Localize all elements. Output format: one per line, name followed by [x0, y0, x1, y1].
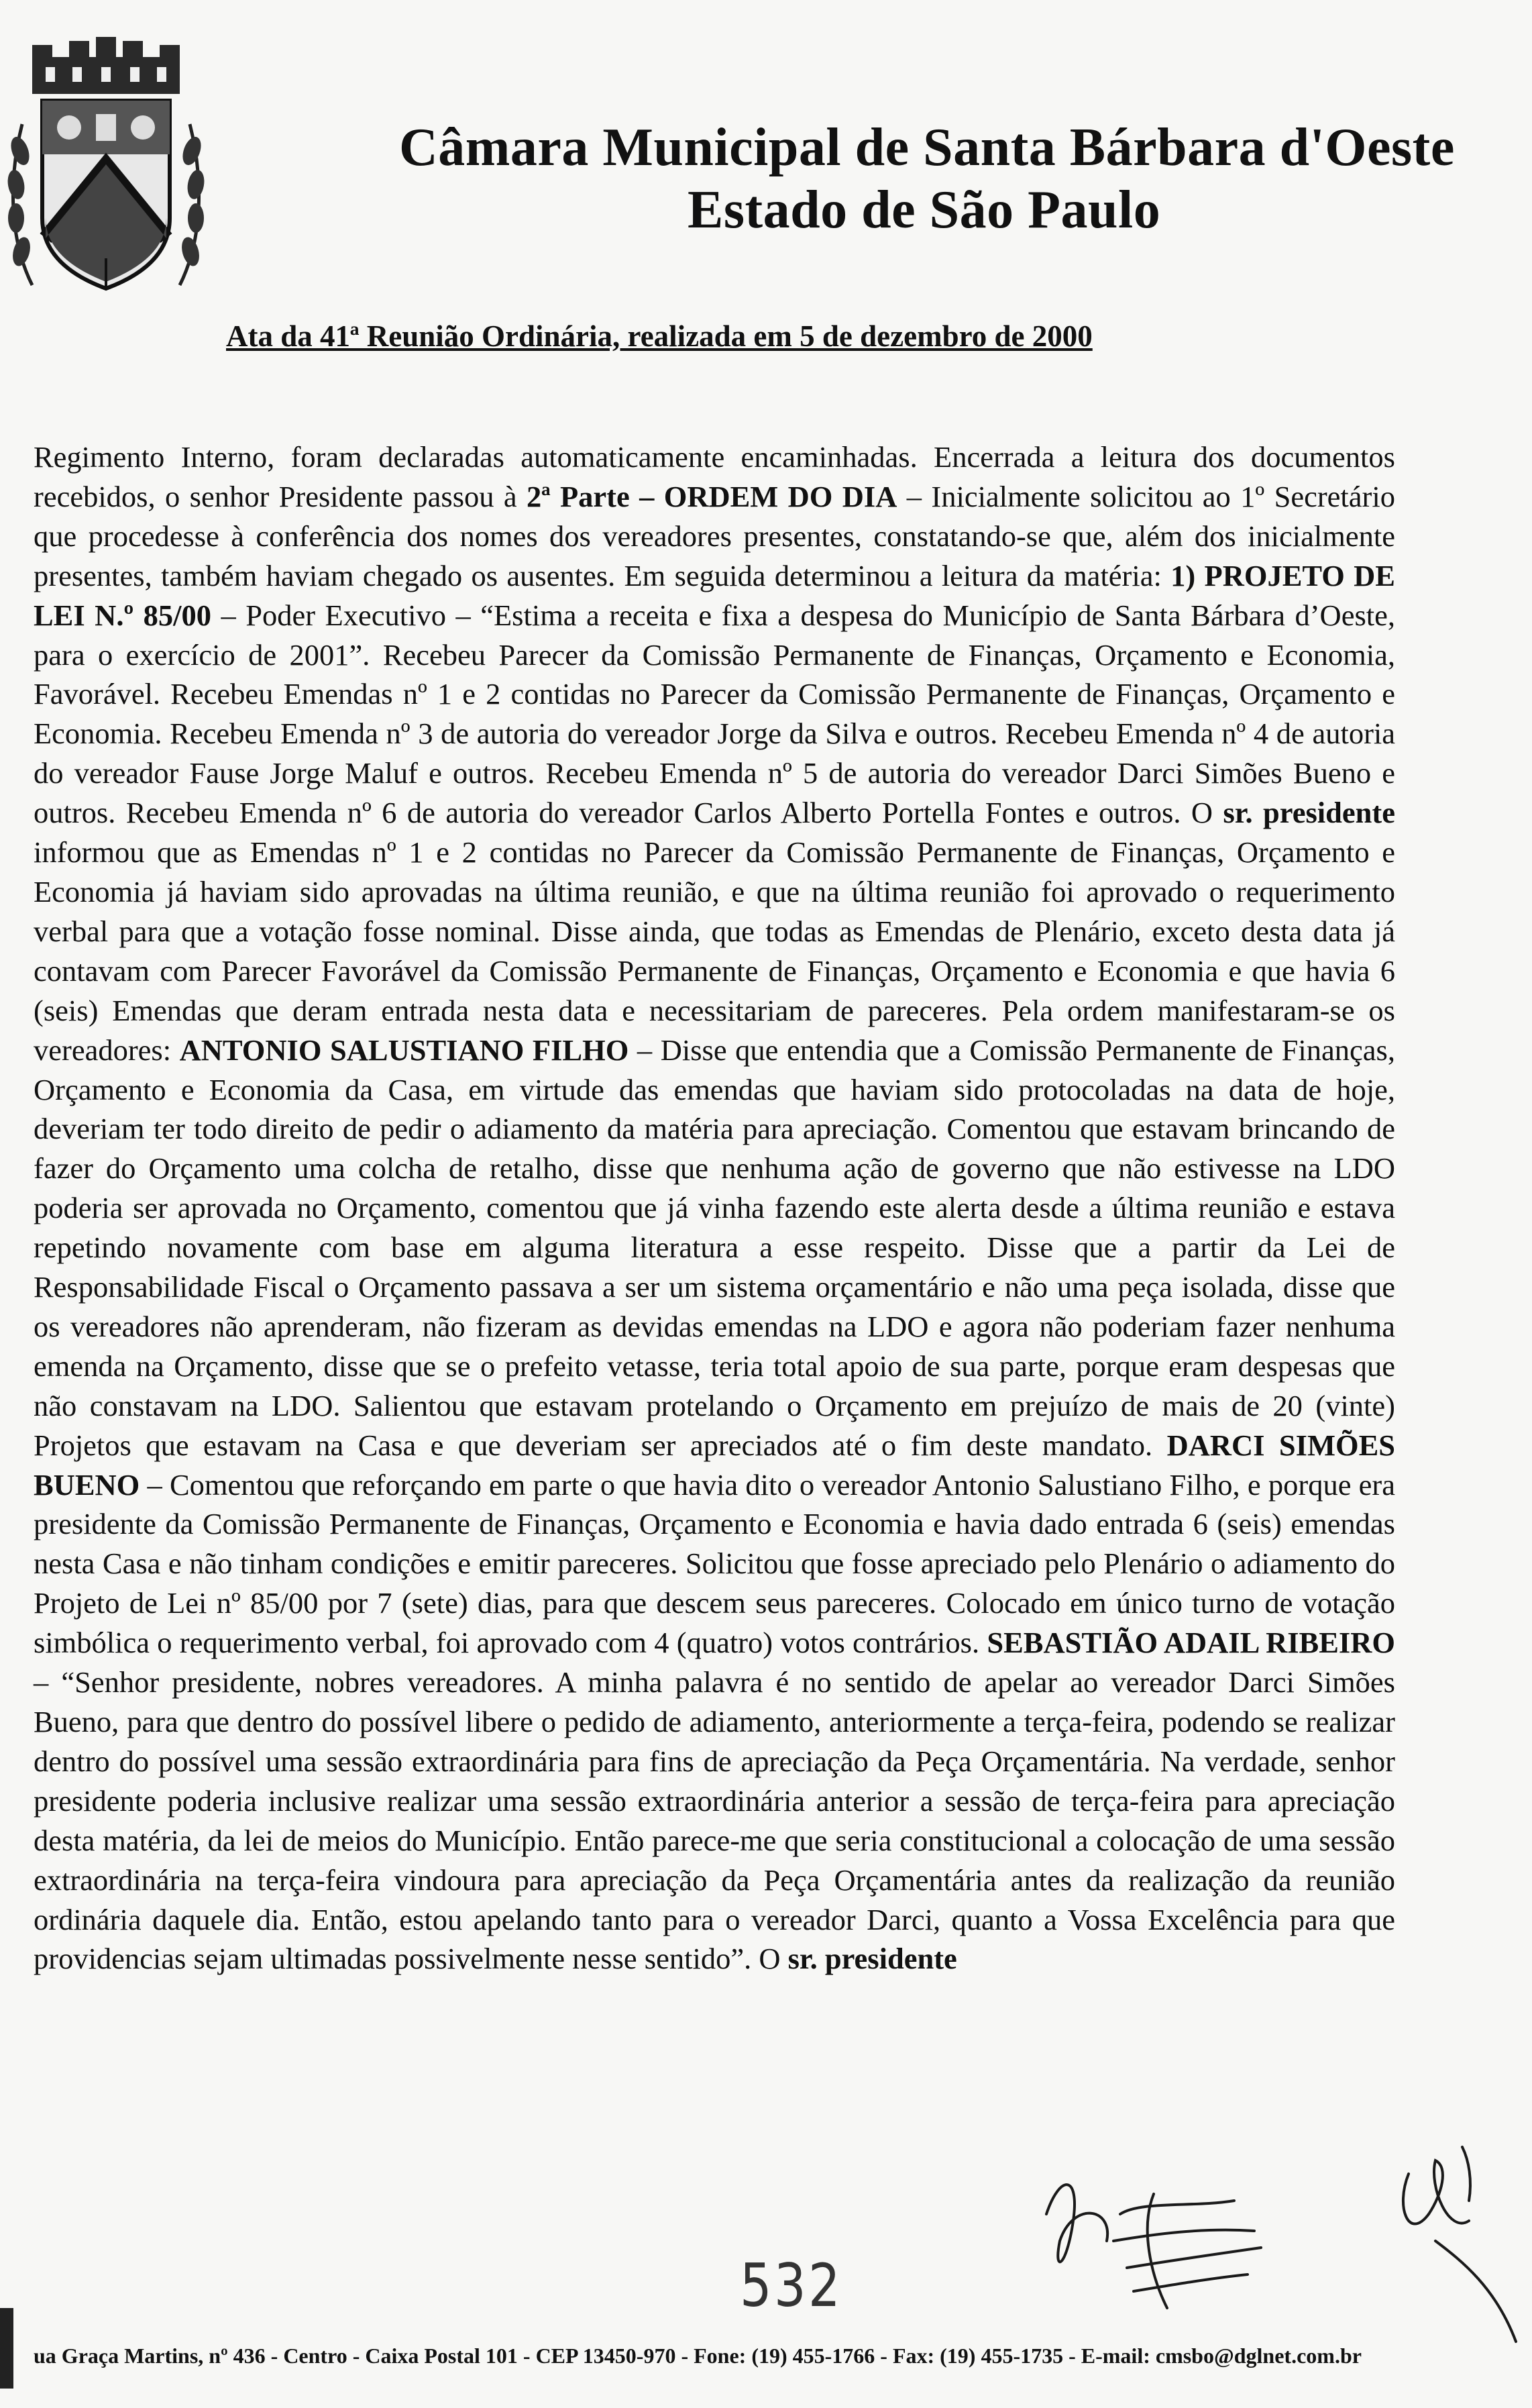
text-segment: – Poder Executivo – “Estima a receita e fixa a despesa do Município de Santa Bárbara d’Oeste, para o exercício de 2001”. Recebeu Parecer da Comissão Permanente de Finanças, Orçamento e Economia, Favorável. Recebeu Emendas nº 1 e 2 contidas no Parecer da Comissão Permanente de Finanças, Orçamento e Economia. Recebeu Emenda nº 3 de autoria do vereador Jorge da Silva e outros. Recebeu Emenda nº 4 de autoria do vereador Fause Jorge Maluf e outros. Recebeu Emenda nº 5 de autoria do vereador Darci Simões Bueno e outros. Recebeu Emenda nº 6 de autoria do vereador Carlos Alberto Portella Fontes e outros. O: [34, 598, 1396, 830]
president-label: sr. presidente: [787, 1942, 957, 1976]
scan-edge-mark: [0, 2308, 13, 2389]
minutes-paragraph: [34, 437, 1395, 1979]
text-segment: – Inicialmente solicitou ao 1º Secretário que procedesse à conferência dos nomes dos vereadores presentes, constatando-se que, além dos inicialmente presentes, também haviam chegado os ausentes. Em seguida determinou a leitura da matéria:: [34, 479, 1395, 592]
text-segment: – Comentou que reforçando em parte o que havia dito o vereador Antonio Salustiano Filho, e porque era presidente da Comissão Permanente de Finanças, Orçamento e Economia e havia dado entrada 6 (seis) emendas nesta Casa e não tinham condições e emitir pareceres. Solicitou que fosse apreciado pelo Plenário o adiamento do Projeto de Lei nº 85/00 por 7 (sete) dias, para que descem seus pareceres. Colocado em único turno de votação simbólica o requerimento verbal, foi aprovado com 4 (quatro) votos contrários.: [34, 1467, 1395, 1660]
minutes-title: Ata da 41ª Reunião Ordinária, realizada em 5 de dezembro de 2000: [226, 319, 1093, 353]
page-number: 532: [740, 2251, 842, 2320]
president-label: sr. presidente: [1223, 796, 1395, 830]
footer-address-text: ua Graça Martins, nº 436 - Centro - Caixa Postal 101 - CEP 13450-970 - Fone: (19) 455-1766 - Fax: (19) 455-1735 - E-mail: cmsbo@dglnet.com.br: [34, 2344, 1362, 2368]
speaker-name: ANTONIO SALUSTIANO FILHO: [179, 1033, 629, 1067]
text-segment: Regimento Interno, foram declaradas automaticamente encaminhadas. Encerrada a leitura dos documentos recebidos, o senhor Presidente passou à: [34, 440, 1395, 513]
order-of-day-heading: 2ª Parte – ORDEM DO DIA: [527, 479, 897, 513]
text-segment: – “Senhor presidente, nobres vereadores. A minha palavra é no sentido de apelar ao vereador Darci Simões Bueno, para que dentro do possível libere o pedido de adiamento, anteriormente a terça-feira, podendo se realizar dentro do possível uma sessão extraordinária para fins de apreciação da Peça Orçamentária. Na verdade, senhor presidente poderia inclusive realizar uma sessão extraordinária anterior a sessão de terça-feira para apreciação desta matéria, da lei de meios do Município. Então parece-me que seria constitucional a colocação de uma sessão extraordinária na terça-feira vindoura para apreciação da Peça Orçamentária antes da realização da reunião ordinária daquele dia. Então, estou apelando tanto para o vereador Darci, quanto a Vossa Excelência para que providencias sejam ultimadas possivelmente nesse sentido”. O: [34, 1665, 1395, 1976]
institution-name: Câmara Municipal de Santa Bárbara d'Oeste: [399, 118, 1455, 177]
handwritten-signatures: [1033, 2134, 1529, 2355]
speaker-name: SEBASTIÃO ADAIL RIBEIRO: [987, 1626, 1395, 1660]
coat-of-arms-icon: [5, 37, 207, 305]
minutes-body: [34, 437, 1395, 1979]
text-segment: informou que as Emendas nº 1 e 2 contidas no Parecer da Comissão Permanente de Finanças, Orçamento e Economia já haviam sido aprovadas na última reunião, e que na última reunião foi aprovado o requerimento verbal para que a votação fosse nominal. Disse ainda, que todas as Emendas de Plenário, exceto desta data já contavam com Parecer Favorável da Comissão Permanente de Finanças, Orçamento e Economia e que havia 6 (seis) Emendas que deram entrada nesta data e necessitariam de pareceres. Pela ordem manifestaram-se os vereadores:: [34, 835, 1395, 1067]
state-name: Estado de São Paulo: [688, 180, 1161, 240]
speaker-name: DARCI SIMÕES BUENO: [34, 1428, 1396, 1502]
text-segment: – Disse que entendia que a Comissão Permanente de Finanças, Orçamento e Economia da Casa, em virtude das emendas que haviam sido protocoladas na data de hoje, deveriam ter todo direito de pedir o adiamento da matéria para apreciação. Comentou que estavam brincando de fazer do Orçamento uma colcha de retalho, disse que nenhuma ação de governo que não estivesse na LDO poderia ser aprovada no Orçamento, comentou que já vinha fazendo este alerta desde a última reunião e estava repetindo novamente com base em alguma literatura a esse respeito. Disse que a partir da Lei de Responsabilidade Fiscal o Orçamento passava a ser um sistema orçamentário e não uma peça isolada, disse que os vereadores não aprenderam, não fizeram as devidas emendas na LDO e agora não poderiam fazer nenhuma emenda na Orçamento, disse que se o prefeito vetasse, teria total apoio de sua parte, porque eram despesas que não constavam na LDO. Salientou que estavam protelando o Orçamento em prejuízo de mais de 20 (vinte) Projetos que estavam na Casa e que deveriam ser apreciados até o fim deste mandato.: [34, 1033, 1395, 1462]
bill-reference: 1) PROJETO DE LEI N.º 85/00: [34, 558, 1395, 632]
